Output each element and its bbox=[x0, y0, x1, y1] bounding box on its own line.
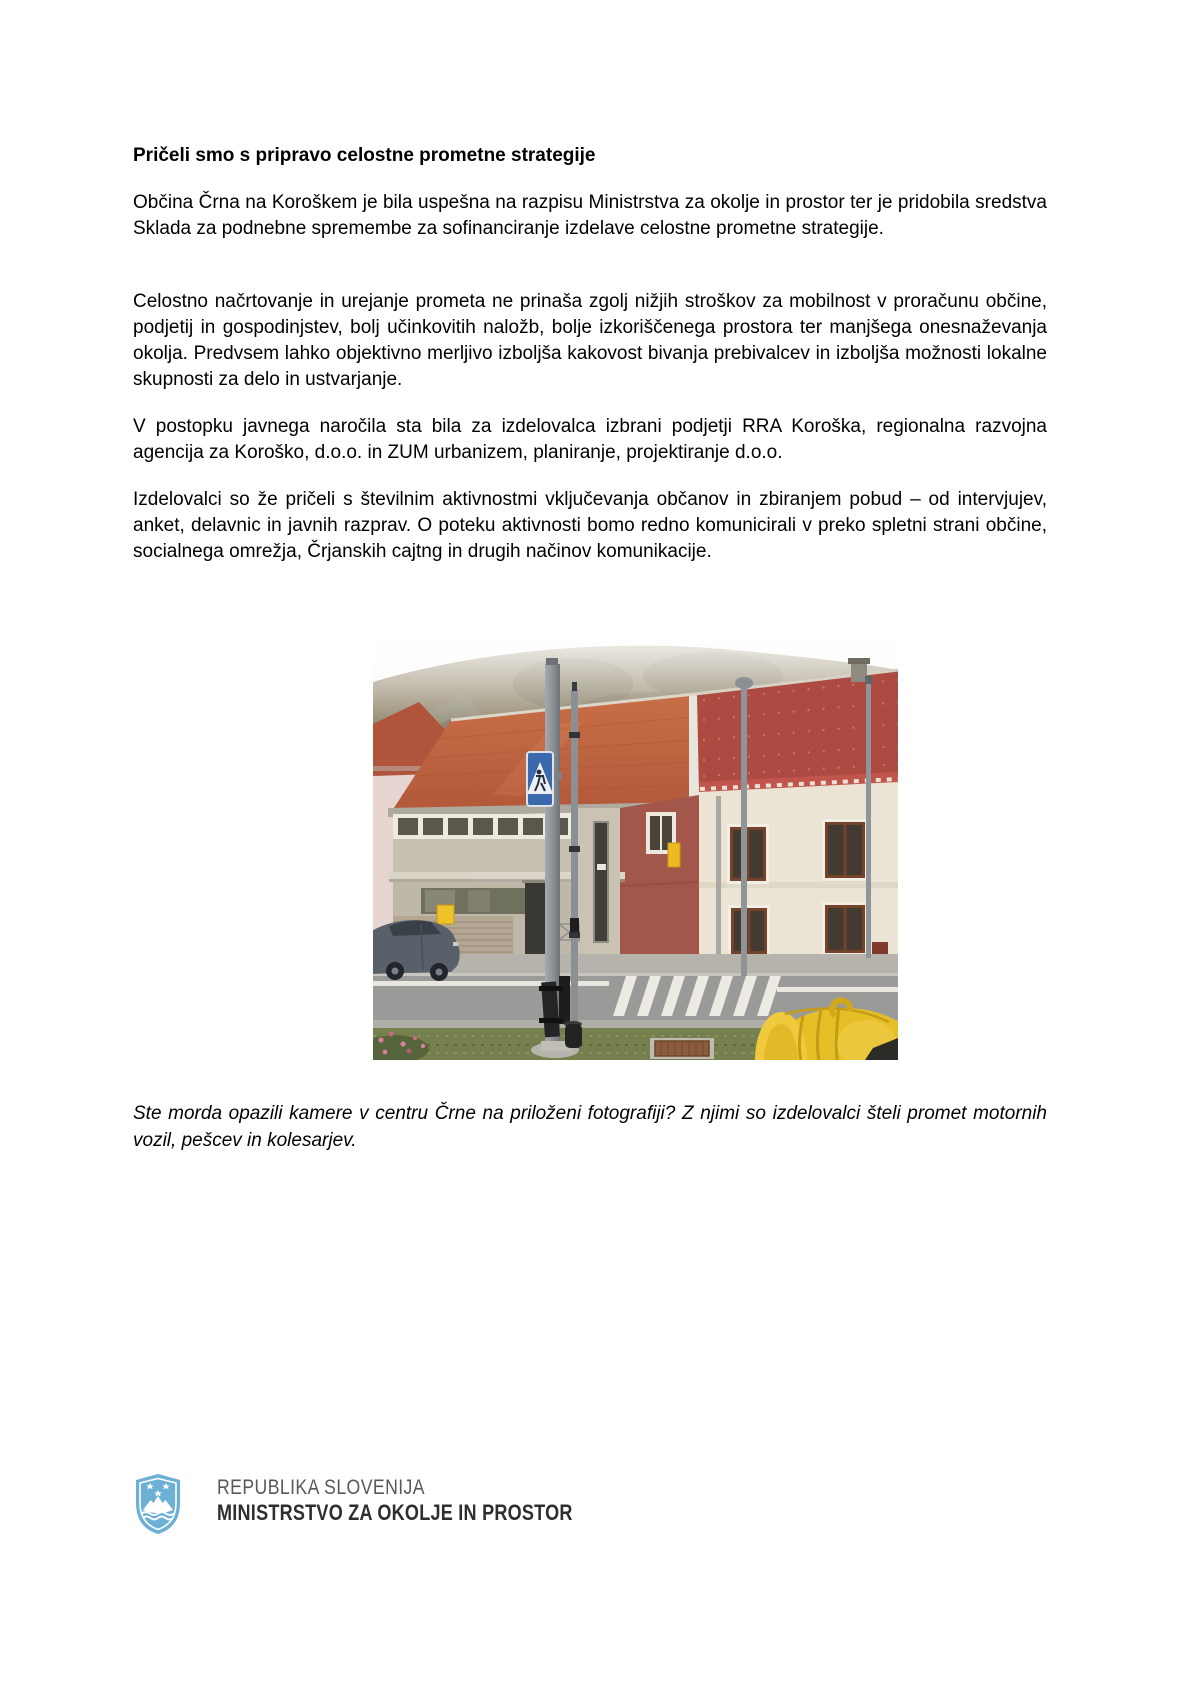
parked-car bbox=[373, 920, 460, 981]
photo-crna-street-scene bbox=[373, 624, 898, 1060]
page-title: Pričeli smo s pripravo celostne prometne strategije bbox=[133, 145, 596, 166]
document-page bbox=[133, 0, 1047, 1684]
yellow-mailbox bbox=[437, 905, 454, 924]
far-right-pole bbox=[865, 676, 872, 958]
street-photo-illustration bbox=[373, 624, 898, 1060]
footer-republika-slovenija: REPUBLIKA SLOVENIJA bbox=[217, 1476, 425, 1499]
red-wall-section bbox=[620, 795, 699, 958]
ministry-wordmark bbox=[217, 1473, 651, 1525]
ground-grate bbox=[650, 1038, 714, 1059]
photo-caption: Ste morda opazili kamere v centru Črne na priloženi fotografiji? Z njimi so izdelovalci šteli promet motornih vozil, pešcev in kolesarjev. bbox=[133, 1103, 1047, 1151]
pedestrian-crossing-sign bbox=[527, 752, 553, 806]
paragraph-1: Občina Črna na Koroškem je bila uspešna na razpisu Ministrstva za okolje in prostor ter je pridobila sredstva Sklada za podnebne spremembe za sofinanciranje izdelave celostne prometne strategije. bbox=[133, 192, 1047, 239]
paragraph-3: V postopku javnega naročila sta bila za izdelovalca izbrani podjetji RRA Koroška, regionalna razvojna agencija za Koroško, d.o.o. in ZUM urbanizem, planiranje, projektiranje d.o.o. bbox=[133, 416, 1047, 463]
slovenia-coat-of-arms-icon bbox=[135, 1473, 181, 1535]
ministry-footer-logo bbox=[135, 1473, 651, 1537]
paragraph-4: Izdelovalci so že pričeli s številnim aktivnostmi vključevanja občanov in zbiranjem pobud – od intervjujev, anket, delavnic in javnih razprav. O poteku aktivnosti bomo redno komunicirali v preko spletni strani občine, socialnega omrežja, Črjanskih cajtng in drugih načinov komunikacije. bbox=[133, 489, 1047, 562]
paragraph-2: Celostno načrtovanje in urejanje prometa ne prinaša zgolj nižjih stroškov za mobilnost v proračunu občine, podjetij in gospodinjstev, bolj učinkovitih naložb, bolje izkoriščenega prostora ter manjšega onesnaževanja okolja. Predvsem lahko objektivno merljivo izboljša kakovost bivanja prebivalcev in izboljša možnosti lokalne skupnosti za delo in ustvarjanje. bbox=[133, 291, 1047, 390]
footer-ministrstvo-za-okolje-in-prostor: MINISTRSTVO ZA OKOLJE IN PROSTOR bbox=[217, 1500, 573, 1525]
